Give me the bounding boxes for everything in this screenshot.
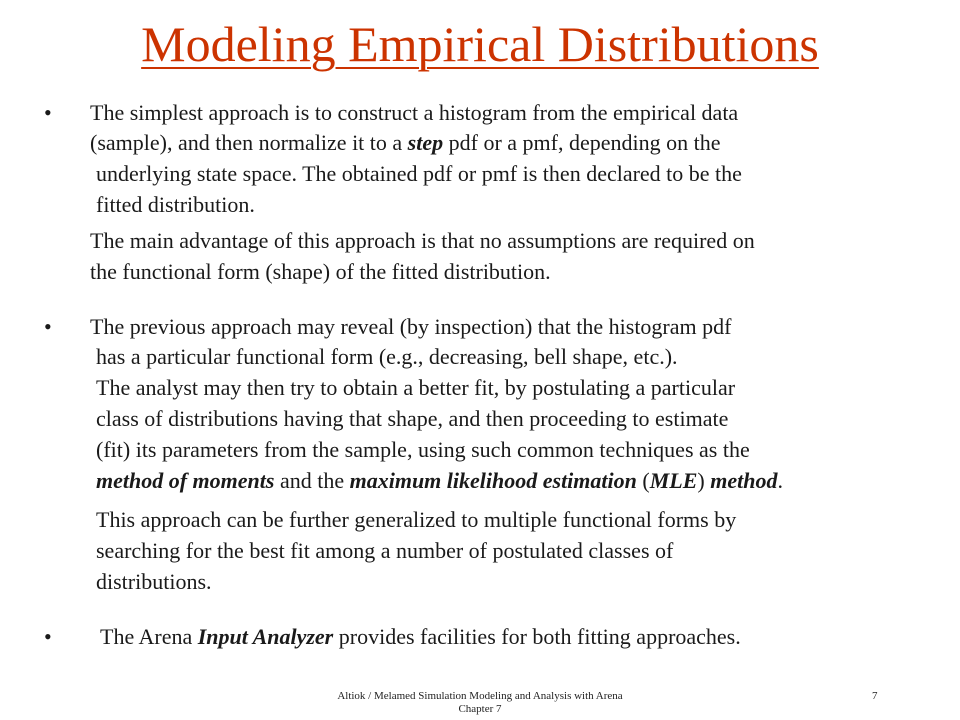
page-number: 7 <box>872 690 878 702</box>
bullet-3-line-1: The Arena Input Analyzer provides facilities for both fitting approaches. <box>100 624 741 649</box>
bullet-2-line-8: searching for the best fit among a number of postulated classes of <box>96 538 674 563</box>
bullet-2-line-4: class of distributions having that shape, and then proceeding to estimate <box>96 406 729 431</box>
bullet-marker-1: • <box>44 100 52 125</box>
emphasis-input-analyzer: Input Analyzer <box>197 624 334 649</box>
bullet-1-line-1: The simplest approach is to construct a histogram from the empirical data <box>90 100 739 125</box>
bullet-2-line-7: This approach can be further generalized to multiple functional forms by <box>96 507 737 532</box>
bullet-1-line-3: underlying state space. The obtained pdf or pmf is then declared to be the <box>96 161 742 186</box>
bullet-2-line-3: The analyst may then try to obtain a better fit, by postulating a particular <box>96 375 736 400</box>
footer-chapter: Chapter 7 <box>458 703 502 715</box>
bullet-1-line-2: (sample), and then normalize it to a step pdf or a pmf, depending on the <box>90 130 721 155</box>
footer-authors-title: Altiok / Melamed Simulation Modeling and Analysis with Arena <box>337 690 623 702</box>
bullet-2-line-2: has a particular functional form (e.g., decreasing, bell shape, etc.). <box>96 344 678 369</box>
slide-title: Modeling Empirical Distributions <box>141 16 819 72</box>
bullet-2-line-1: The previous approach may reveal (by inspection) that the histogram pdf <box>90 314 732 339</box>
bullet-2-line-5: (fit) its parameters from the sample, using such common techniques as the <box>96 437 750 462</box>
bullet-2-line-9: distributions. <box>96 569 212 594</box>
bullet-marker-2: • <box>44 314 52 339</box>
bullet-1-line-6: the functional form (shape) of the fitted distribution. <box>90 259 551 284</box>
bullet-1-line-5: The main advantage of this approach is that no assumptions are required on <box>90 228 755 253</box>
emphasis-method: method <box>710 468 778 493</box>
bullet-marker-3: • <box>44 624 52 649</box>
emphasis-mle-full: maximum likelihood estimation <box>349 468 637 493</box>
emphasis-mle: MLE <box>649 468 698 493</box>
emphasis-method-of-moments: method of moments <box>96 468 275 493</box>
footer-caption <box>300 690 660 716</box>
emphasis-step: step <box>407 130 444 155</box>
bullet-2-line-6: method of moments and the maximum likelihood estimation (MLE) method. <box>96 468 783 493</box>
bullet-1-line-4: fitted distribution. <box>96 192 255 217</box>
